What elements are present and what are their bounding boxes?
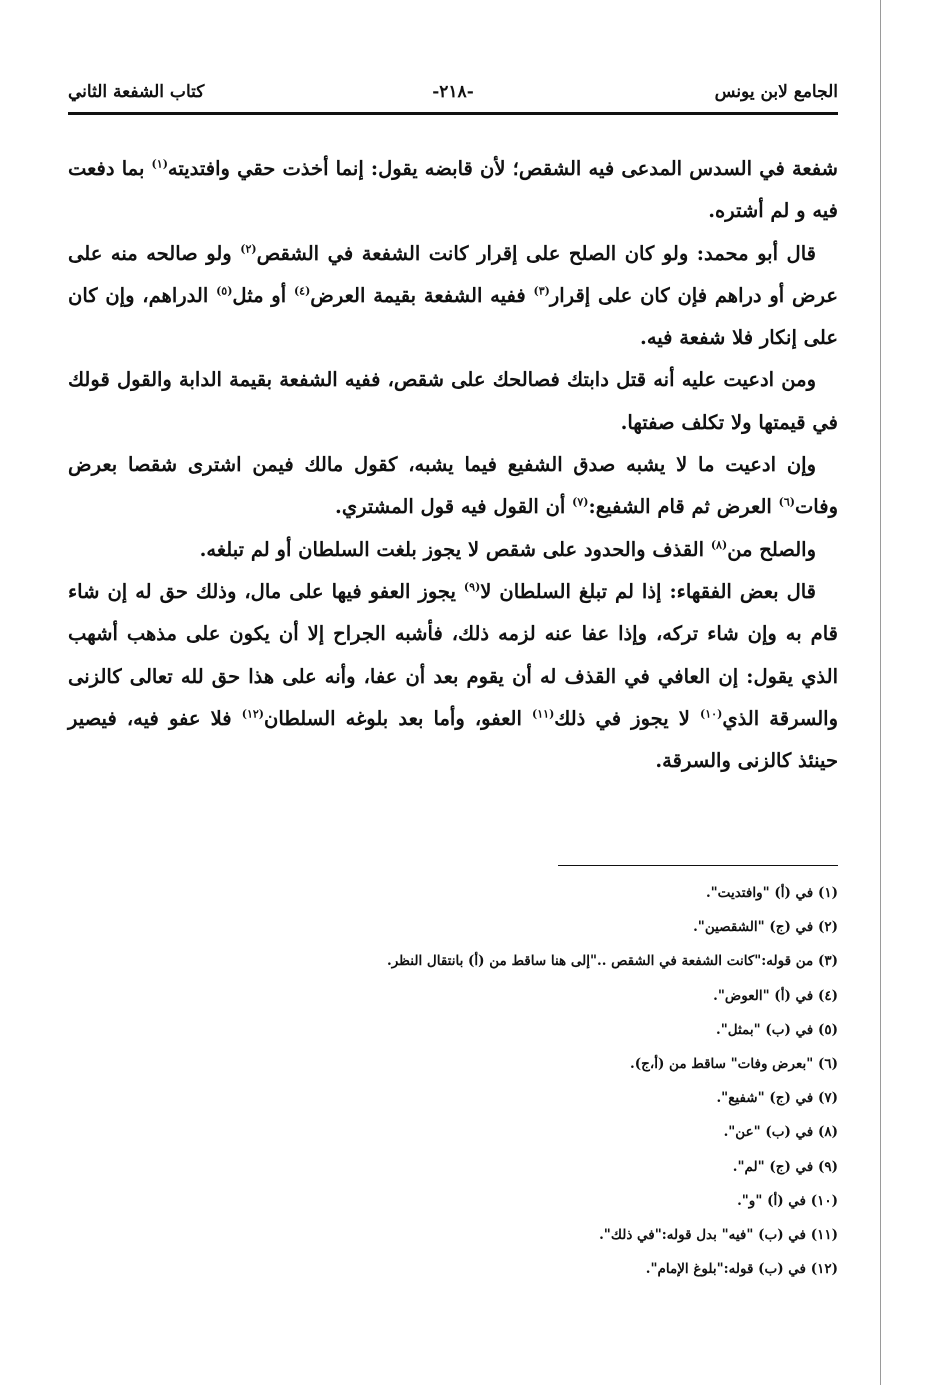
footnote-ref[interactable]: (٥) [216,284,233,298]
footnote-ref[interactable]: (١) [151,157,168,171]
footnote-separator [558,865,838,866]
footnote-item: (٧) في (ج) "شفيع". [716,1090,838,1107]
footnote-item: (٨) في (ب) "عن". [723,1124,838,1141]
footnote-ref[interactable]: (١٢) [241,707,265,721]
footnote-ref[interactable]: (٣) [533,284,550,298]
paragraph-text: العفو، وأما بعد بلوغه السلطان [264,706,533,730]
paragraph [68,444,838,529]
footnote-ref[interactable]: (٦) [778,495,795,509]
footnote-item: (١٠) في (أ) "و". [737,1192,838,1209]
paragraph [68,233,838,360]
running-header [68,78,838,115]
footnote-ref[interactable]: (١١) [532,707,555,721]
footnote-item: (١٢) في (ب) قوله:"بلوغ الإمام". [645,1261,838,1278]
paragraph-text: والصلح من [727,537,816,561]
footnote-item: (٦) "بعرض وفات" ساقط من (أ،ج). [630,1056,838,1073]
header-book-title: الجامع لابن يونس [714,82,838,102]
paragraph-text: أو مثل [232,283,294,307]
paragraph-text: ومن ادعيت عليه أنه قتل دابتك فصالحك على شقص، ففيه الشفعة بقيمة الدابة والقول قولك في قيمتها ولا تكلف صفتها. [68,368,838,434]
paragraph-text: العرض ثم قام الشفيع: [588,495,779,519]
footnote-item: (٩) في (ج) "لم". [732,1158,838,1175]
paragraph [68,571,838,782]
page-edge-line [880,0,881,1385]
paragraph-text: فلا عفو فيه، فيصير حينئذ كالزنى والسرقة. [68,706,838,773]
paragraph-text: بما دفعت فيه و لم أشتره. [68,157,838,223]
header-chapter-title: كتاب الشفعة الثاني [68,82,205,102]
footnote-item: (١) في (أ) "وافتديت". [705,885,838,901]
paragraph-text: يجوز العفو فيها على مال، وذلك حق له إن شاء قام به وإن شاء تركه، وإذا عفا عنه لزمه ذلك، فأشبه الجراح إلا أن يكون على مذهب أشهب الذي يقول: إن العافي في القذف له أن يقوم بعد أن عفا، وأنه على هذا حق لله تعالى كالزنى والسرقة الذي [68,579,839,730]
footnote-item: (٤) في (أ) "العوض". [713,987,838,1004]
footnote-ref[interactable]: (١٠) [700,707,723,721]
paragraph [68,148,838,233]
paragraph-text: القذف والحدود على شقص لا يجوز بلغت السلطان أو لم تبلغه. [199,537,711,561]
paragraph-text: ففيه الشفعة بقيمة العرض [310,283,534,307]
paragraph-text: الدراهم، وإن كان على إنكار فلا شفعة فيه. [68,283,838,350]
paragraph [68,359,838,444]
footnote-ref[interactable]: (٤) [293,284,311,298]
paragraph [68,529,838,571]
page-number: -٢١٨- [432,82,474,102]
footnote-ref[interactable]: (٢) [240,242,257,256]
paragraph-text: ولو صالحه منه على عرض أو دراهم فإن كان على إقرار [68,241,838,307]
footnote-item: (١١) في (ب) "فيه" بدل قوله:"في ذلك". [599,1227,838,1244]
footnote-item: (٥) في (ب) "بمثل". [716,1021,838,1038]
paragraph-text: شفعة في السدس المدعى فيه الشقص؛ لأن قابضه يقول: إنما أخذت حقي وافتديته [167,157,839,180]
footnote-ref[interactable]: (٧) [572,495,589,509]
paragraph-text: أن القول فيه قول المشتري. [335,495,573,519]
footnote-item: (٣) من قوله:"كانت الشفعة في الشقص .."إلى هنا ساقط من (أ) بانتقال النظر. [387,953,838,970]
footnote-ref[interactable]: (٨) [710,538,728,552]
paragraph-text: وإن ادعيت ما لا يشبه صدق الشفيع فيما يشبه، كقول مالك فيمن اشترى شقصا بعرض وفات [68,453,838,519]
main-text [68,148,838,782]
footnotes [180,876,838,1286]
paragraph-text: قال بعض الفقهاء: إذا لم تبلغ السلطان لا [480,579,816,603]
footnote-item: (٢) في (ج) "الشقصين". [693,919,838,936]
paragraph-text: لا يجوز في ذلك [554,706,701,730]
paragraph-text: قال أبو محمد: ولو كان الصلح على إقرار كانت الشفعة في الشقص [256,241,816,265]
footnote-ref[interactable]: (٩) [463,580,481,594]
